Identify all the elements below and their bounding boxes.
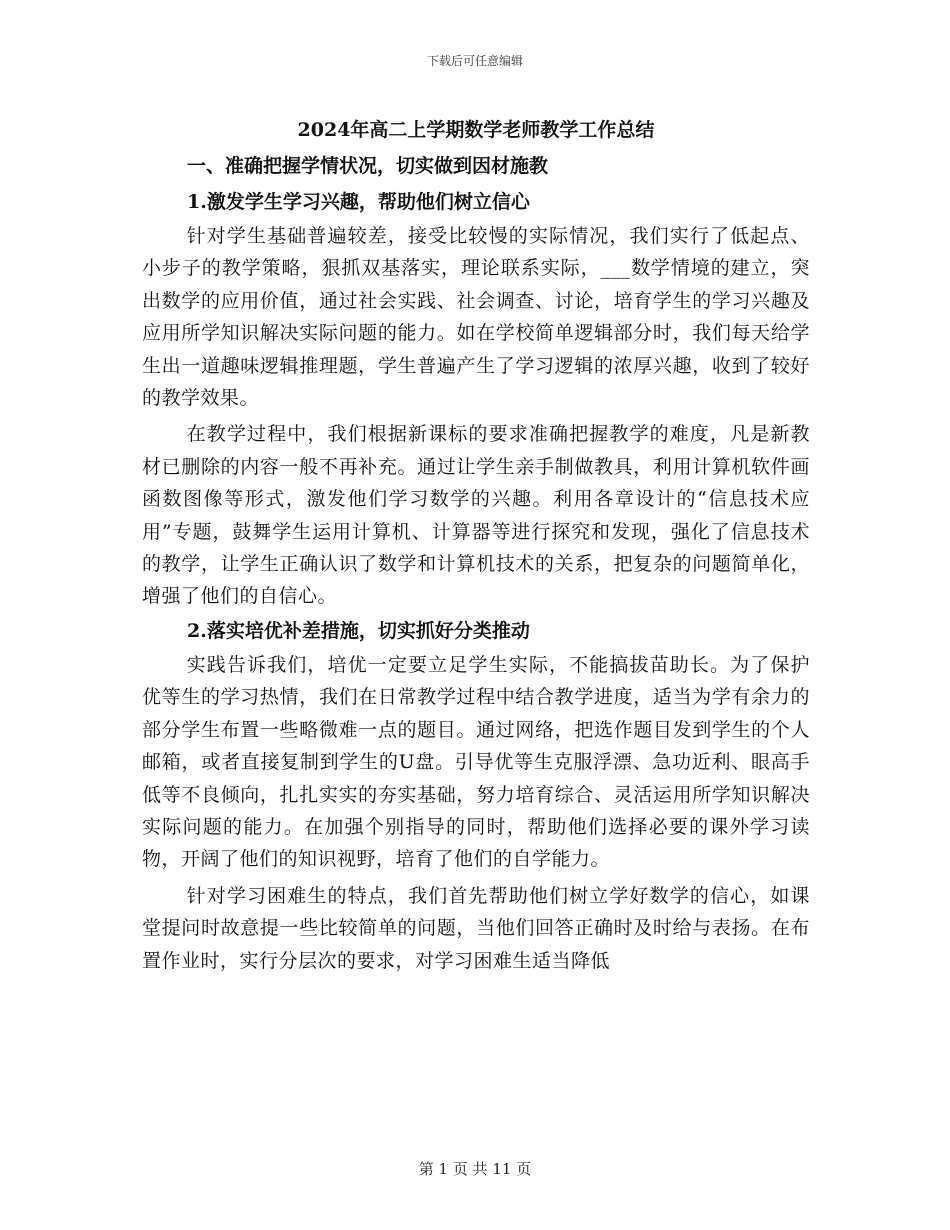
document-body (142, 112, 810, 977)
subsection-heading-2: 2.落实培优补差措施，切实抓好分类推动 (187, 619, 530, 642)
paragraph: 在教学过程中，我们根据新课标的要求准确把握教学的难度，凡是新教材已删除的内容一般不再补充。通过让学生亲手制做教具，利用计算机软件画函数图像等形式，激发他们学习数学的兴趣。利用各章设计的“信息技术应用”专题，鼓舞学生运用计算机、计算器等进行探究和发现，强化了信息技术的教学，让学生正确认识了数学和计算机技术的关系，把复杂的问题简单化，增强了他们的自信心。 (142, 423, 810, 608)
subsection-heading-1: 1.激发学生学习兴趣，帮助他们树立信心 (187, 191, 530, 213)
paragraph: 针对学生基础普遍较差，接受比较慢的实际情况，我们实行了低起点、小步子的教学策略，狠抓双基落实，理论联系实际，___数学情境的建立，突出数学的应用价值，通过社会实践、社会调查、讨论，培育学生的学习兴趣及应用所学知识解决实际问题的能力。如在学校简单逻辑部分时，我们每天给学生出一道趣味逻辑推理题，学生普遍产生了学习逻辑的浓厚兴趣，收到了较好的教学效果。 (142, 225, 810, 410)
page-header-note: 下载后可任意编辑 (426, 54, 523, 68)
page-number-footer: 第 1 页 共 11 页 (418, 1160, 532, 1178)
paragraph: 针对学习困难生的特点，我们首先帮助他们树立学好数学的信心，如课堂提问时故意提一些比较简单的问题，当他们回答正确时及时给与表扬。在布置作业时，实行分层次的要求，对学习困难生适当降低 (142, 884, 810, 972)
section-heading-1: 一、准确把握学情状况，切实做到因材施教 (187, 155, 549, 177)
paragraph: 实践告诉我们，培优一定要立足学生实际，不能搞拔苗助长。为了保护优等生的学习热情，我们在日常教学过程中结合教学进度，适当为学有余力的部分学生布置一些略微难一点的题目。通过网络，把选作题目发到学生的个人邮箱，或者直接复制到学生的U盘。引导优等生克服浮漂、急功近利、眼高手低等不良倾向，扎扎实实的夯实基础，努力培育综合、灵活运用所学知识解决实际问题的能力。在加强个别指导的同时，帮助他们选择必要的课外学习读物，开阔了他们的知识视野，培育了他们的自学能力。 (142, 653, 810, 871)
document-title: 2024年高二上学期数学老师教学工作总结 (297, 119, 655, 141)
